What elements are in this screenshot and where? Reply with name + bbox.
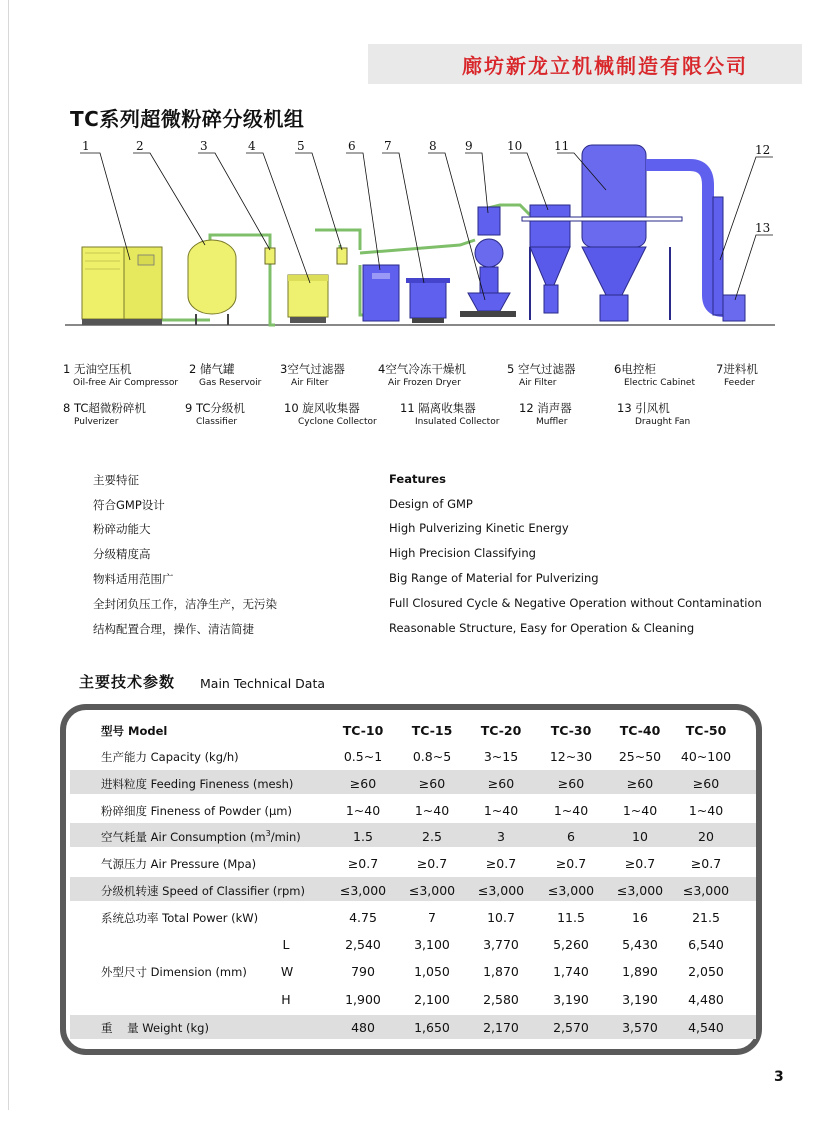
legend-item [378,364,466,388]
feature-zh: 粉碎动能大 [93,522,151,536]
legend-en: Insulated Collector [415,416,500,427]
legend-en: Electric Cabinet [624,377,695,388]
row-label-main: 空气耗量 Air Consumption (m [101,830,266,844]
air-filter-3 [265,248,275,264]
legend-en: Muffler [536,416,568,427]
table-cell: 4,540 [688,1020,724,1035]
table-cell: 3,100 [414,937,450,952]
table-cell: ≥60 [349,776,377,791]
legend-en: Cyclone Collector [298,416,377,427]
table-cell: 3,570 [622,1020,658,1035]
page-title: TC系列超微粉碎分级机组 [70,107,305,131]
legend-item [519,403,572,427]
table-cell: ≥60 [626,776,654,791]
air-filter-5 [337,248,347,264]
table-cell: ≥60 [487,776,515,791]
page-number: 3 [774,1069,784,1085]
table-cell: 7 [428,910,436,925]
table-cell: 0.5~1 [343,749,383,764]
legend-zh: 消声器 [537,401,572,415]
legend-en: Air Filter [519,377,557,388]
legend-item [716,364,758,388]
legend-en: Gas Reservoir [199,377,262,388]
legend-item [614,364,695,388]
company-banner [368,44,802,84]
legend-item [617,403,690,427]
gas-reservoir [188,240,236,325]
model-header: TC-50 [685,723,727,738]
table-cell: ≤3,000 [616,883,664,898]
table-cell: 25~50 [618,749,662,764]
muffler-and-fan [713,197,745,321]
legend-number: 8 [63,401,71,415]
table-cell: 0.8~5 [412,749,452,764]
row-label: 生产能力 Capacity (kg/h) [101,750,239,764]
table-cell: 1,900 [345,992,381,1007]
table-cell: 2,100 [414,992,450,1007]
callout-5: 5 [297,139,305,153]
legend-zh: 无油空压机 [73,362,132,376]
legend-zh: TC分级机 [195,401,245,415]
legend-en: Air Filter [291,377,329,388]
table-cell: ≤3,000 [547,883,595,898]
legend-en: Oil-free Air Compressor [73,377,179,388]
feature-en: Full Closured Cycle & Negative Operation without Contamination [389,596,762,610]
dimension-key: H [281,992,291,1007]
legend-item [189,364,261,388]
table-cell: 2,570 [553,1020,589,1035]
table-cell: 3,770 [483,937,519,952]
callout-9: 9 [465,139,473,153]
row-label: 气源压力 Air Pressure (Mpa) [101,857,257,871]
table-cell: 1~40 [553,803,589,818]
callout-10: 10 [507,139,523,153]
legend-number: 13 [617,401,632,415]
callout-13: 13 [755,221,771,235]
table-cell: 3~15 [483,749,519,764]
features-heading-zh: 主要特征 [93,473,139,487]
legend-item [507,364,575,388]
legend-number: 12 [519,401,534,415]
row-label [101,829,301,845]
row-label-superscript: 3 [265,829,271,839]
row-label: 系统总功率 Total Power (kW) [101,911,259,925]
table-cell: 4,480 [688,992,724,1007]
table-cell: 6,540 [688,937,724,952]
callout-12: 12 [755,143,771,157]
legend-number: 7 [716,362,724,376]
table-cell: 3,190 [553,992,589,1007]
table-cell: ≥60 [557,776,585,791]
table-cell: 2,580 [483,992,519,1007]
tech-title-en: Main Technical Data [200,676,326,691]
legend-en: Air Frozen Dryer [388,377,461,388]
model-header-label: 型号 Model [101,724,168,738]
table-cell: 1,890 [622,964,658,979]
table-cell: ≤3,000 [477,883,525,898]
table-cell: ≥0.7 [555,856,587,871]
row-label: 分级机转速 Speed of Classifier (rpm) [101,884,305,898]
legend-item [185,403,245,427]
table-cell: 16 [632,910,648,925]
table-cell: 6 [567,829,575,844]
callout-7: 7 [384,139,392,153]
model-header: TC-30 [550,723,592,738]
feature-en: Big Range of Material for Pulverizing [389,571,599,585]
row-label-suffix: /min) [270,830,301,844]
legend-zh: 隔离收集器 [418,401,476,415]
model-header: TC-40 [619,723,661,738]
legend-number: 1 [63,362,71,376]
table-cell: 1,650 [414,1020,450,1035]
legend-number: 9 [185,401,193,415]
table-cell: 4.75 [349,910,377,925]
legend-item [400,403,499,427]
callout-4: 4 [248,139,256,153]
table-cell: 12~30 [549,749,593,764]
table-cell: 5,430 [622,937,658,952]
table-cell: ≤3,000 [339,883,387,898]
feature-zh: 结构配置合理，操作、清洁简捷 [93,622,254,636]
feature-zh: 符合GMP设计 [93,498,165,512]
legend-en: Pulverizer [74,416,119,427]
air-frozen-dryer [288,275,328,323]
table-cell: 3 [497,829,505,844]
legend-en: Classifier [196,416,238,427]
table-cell: 5,260 [553,937,589,952]
dimension-key: W [280,964,294,979]
oil-free-air-compressor [82,247,162,325]
table-cell: 1~40 [345,803,381,818]
legend-zh: 空气过滤器 [517,362,576,376]
legend-zh: 旋风收集器 [302,401,360,415]
table-cell: ≥60 [418,776,446,791]
feature-en: Design of GMP [389,497,473,511]
feature-en: High Precision Classifying [389,546,536,560]
callout-1: 1 [82,139,90,153]
callout-2: 2 [136,139,144,153]
table-cell: ≥0.7 [690,856,722,871]
callout-8: 8 [429,139,437,153]
callout-3: 3 [200,139,208,153]
legend-zh: 空气冷冻干燥机 [385,362,466,376]
table-cell: 3,190 [622,992,658,1007]
row-label: 进料粒度 Feeding Fineness (mesh) [101,777,294,791]
table-cell: 1~40 [414,803,450,818]
row-label: 重 量 Weight (kg) [101,1021,209,1035]
table-cell: ≥0.7 [347,856,379,871]
legend-number: 5 [507,362,515,376]
feature-en: High Pulverizing Kinetic Energy [389,521,569,535]
table-cell: 1,050 [414,964,450,979]
feature-zh: 物料适用范围广 [93,572,174,586]
legend-zh: 进料机 [723,362,758,376]
legend-item [284,403,377,427]
model-header: TC-10 [342,723,384,738]
table-cell: ≥60 [692,776,720,791]
legend-item [63,403,146,427]
model-header: TC-20 [480,723,522,738]
legend-item [280,364,345,388]
table-cell: 1~40 [622,803,658,818]
legend-number: 10 [284,401,299,415]
company-name: 廊坊新龙立机械制造有限公司 [462,53,748,78]
table-cell: 2,050 [688,964,724,979]
legend-en: Draught Fan [635,416,691,427]
legend-zh: TC超微粉碎机 [73,401,146,415]
table-cell: 40~100 [680,749,732,764]
table-cell: 21.5 [692,910,720,925]
model-header: TC-15 [411,723,453,738]
table-cell: 1,870 [483,964,519,979]
feature-en: Reasonable Structure, Easy for Operation & Cleaning [389,621,695,635]
legend-zh: 电控柜 [621,362,656,376]
legend-number: 4 [378,362,386,376]
table-cell: 2.5 [422,829,442,844]
pulverizer-classifier [460,207,516,317]
legend-zh: 储气罐 [199,362,235,376]
table-cell: 1~40 [483,803,519,818]
legend-item [63,364,178,388]
legend-en: Feeder [724,377,755,388]
table-cell: 20 [698,829,714,844]
table-cell: 1,740 [553,964,589,979]
legend-number: 3 [280,362,288,376]
callout-6: 6 [348,139,356,153]
table-cell: ≤3,000 [682,883,730,898]
features-heading-en: Features [389,472,446,486]
legend-zh: 引风机 [635,401,670,415]
table-cell: 11.5 [557,910,585,925]
table-cell: 790 [351,964,375,979]
process-diagram [60,135,780,355]
table-cell: 1~40 [688,803,724,818]
table-cell: ≤3,000 [408,883,456,898]
tech-title-zh: 主要技术参数 [79,673,176,691]
dimension-key: L [282,937,290,952]
legend-number: 2 [189,362,197,376]
table-cell: ≥0.7 [624,856,656,871]
table-cell: 1.5 [353,829,373,844]
table-cell: 2,540 [345,937,381,952]
legend-number: 11 [400,401,415,415]
table-cell: ≥0.7 [485,856,517,871]
table-cell: 2,170 [483,1020,519,1035]
table-cell: 480 [351,1020,375,1035]
electric-cabinet [363,265,399,321]
feature-zh: 分级精度高 [93,547,151,561]
legend-number: 6 [614,362,622,376]
table-cell: 10 [632,829,648,844]
table-cell: ≥0.7 [416,856,448,871]
dimension-label: 外型尺寸 Dimension (mm) [101,965,247,979]
feature-zh: 全封闭负压工作，洁净生产，无污染 [93,597,277,611]
feeder [406,278,450,323]
table-cell: 10.7 [487,910,515,925]
callout-11: 11 [554,139,570,153]
legend-zh: 空气过滤器 [287,362,345,376]
row-label: 粉碎细度 Fineness of Powder (μm) [101,804,292,818]
